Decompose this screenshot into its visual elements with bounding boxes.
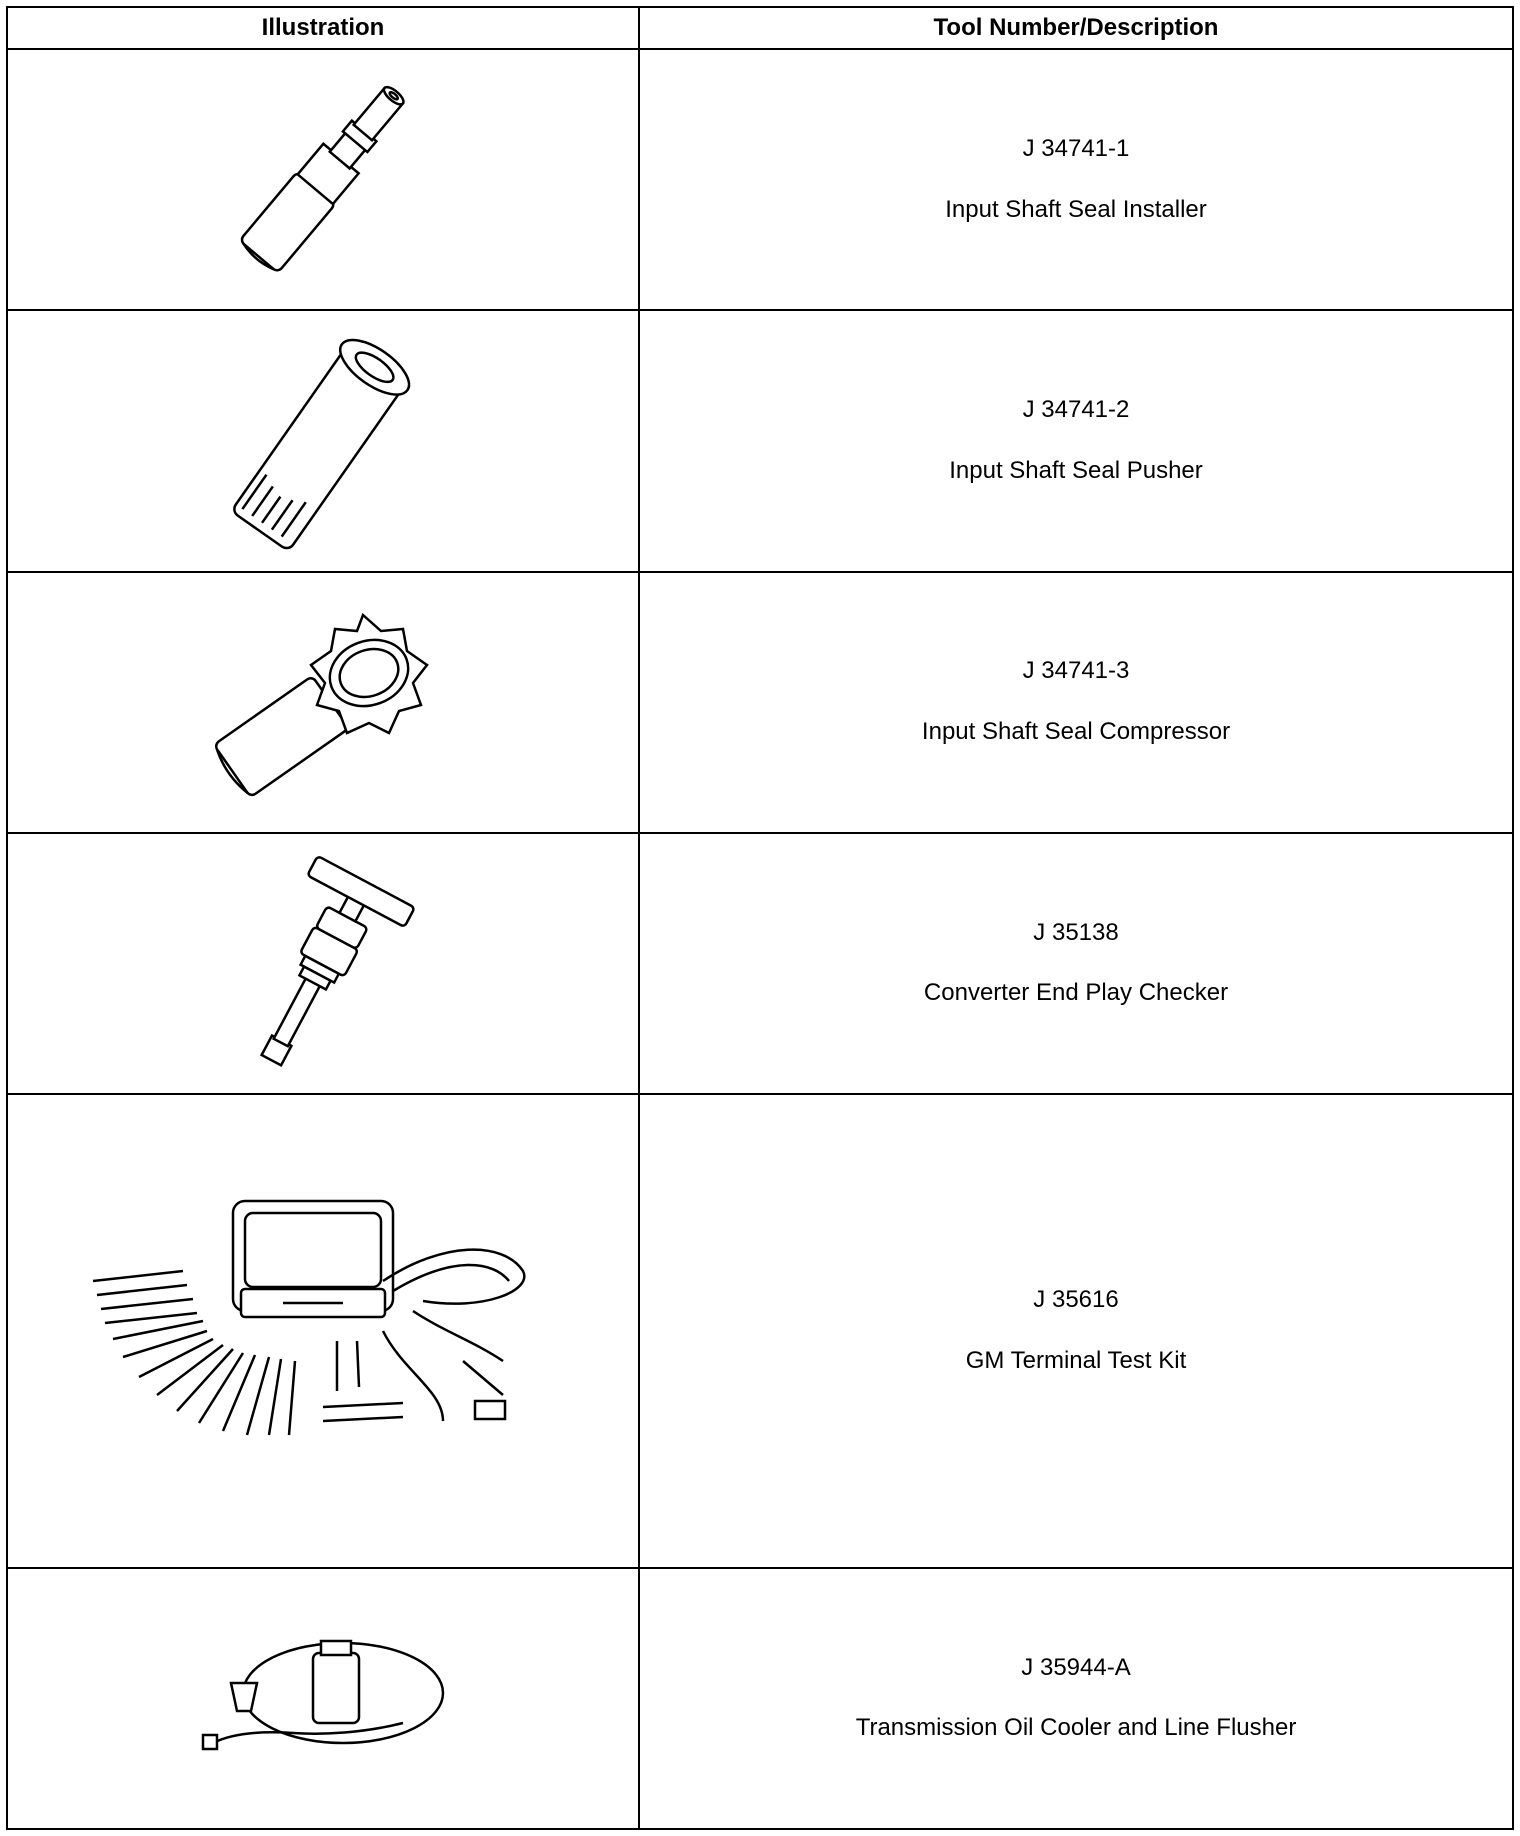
tool-number: J 35138 bbox=[1033, 918, 1119, 946]
table-row bbox=[7, 572, 1513, 833]
description-cell bbox=[639, 49, 1513, 310]
table-row bbox=[7, 310, 1513, 571]
tool-number: J 35616 bbox=[1033, 1286, 1119, 1314]
tool-number: J 34741-3 bbox=[1022, 657, 1130, 685]
illustration-cell bbox=[7, 1568, 639, 1829]
tool-description: Input Shaft Seal Installer bbox=[945, 195, 1207, 223]
tool-description: Input Shaft Seal Pusher bbox=[949, 456, 1203, 484]
tool-description: Input Shaft Seal Compressor bbox=[921, 718, 1231, 746]
tool-number: J 34741-2 bbox=[1022, 396, 1130, 424]
tool-number: J 34741-1 bbox=[1022, 134, 1130, 162]
table-row bbox=[7, 833, 1513, 1094]
seal-compressor-icon bbox=[193, 587, 453, 817]
tool-header: Tool Number/Description bbox=[639, 7, 1513, 49]
illustration-cell bbox=[7, 49, 639, 310]
illustration-cell bbox=[7, 1094, 639, 1568]
illustration-cell bbox=[7, 572, 639, 833]
table-row bbox=[7, 1568, 1513, 1829]
terminal-test-kit-icon bbox=[83, 1181, 563, 1481]
header-row bbox=[7, 7, 1513, 49]
description-cell bbox=[639, 572, 1513, 833]
illustration-cell bbox=[7, 310, 639, 571]
description-cell bbox=[639, 1094, 1513, 1568]
description-cell bbox=[639, 1568, 1513, 1829]
tool-description: Transmission Oil Cooler and Line Flusher bbox=[855, 1714, 1297, 1742]
seal-pusher-icon bbox=[193, 326, 453, 556]
oil-cooler-flusher-icon bbox=[193, 1623, 453, 1773]
tool-number: J 35944-A bbox=[1021, 1653, 1131, 1681]
tool-description: Converter End Play Checker bbox=[923, 979, 1229, 1007]
special-tools-table bbox=[6, 6, 1514, 1830]
description-cell bbox=[639, 833, 1513, 1094]
illustration-header: Illustration bbox=[7, 7, 639, 49]
table-row bbox=[7, 1094, 1513, 1568]
tool-description: GM Terminal Test Kit bbox=[965, 1346, 1187, 1374]
seal-installer-icon bbox=[193, 65, 453, 295]
illustration-cell bbox=[7, 833, 639, 1094]
table-row bbox=[7, 49, 1513, 310]
end-play-checker-icon bbox=[193, 848, 453, 1078]
description-cell bbox=[639, 310, 1513, 571]
